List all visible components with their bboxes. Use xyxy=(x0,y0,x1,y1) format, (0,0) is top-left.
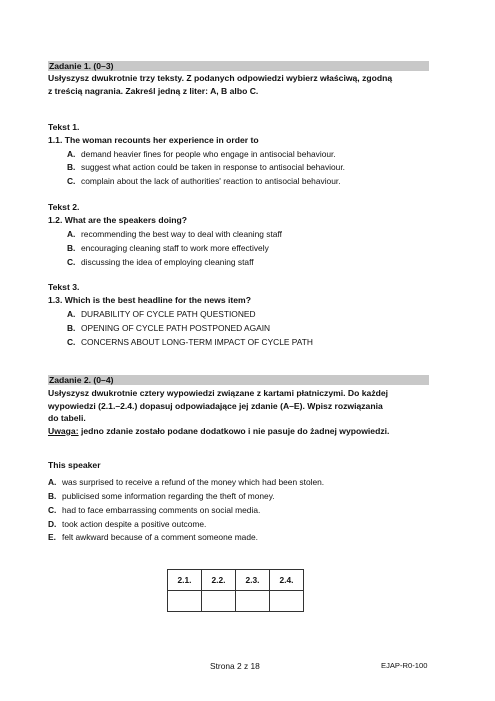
task1-heading: Zadanie 1. (0–3) xyxy=(48,61,429,71)
option-text: publicised some information regarding the theft of money. xyxy=(62,491,275,501)
answer-cell-2-3[interactable] xyxy=(236,591,270,612)
option-text: felt awkward because of a comment someone made. xyxy=(62,532,258,542)
option-letter: B. xyxy=(48,491,57,501)
option-text: suggest what action could be taken in response to antisocial behaviour. xyxy=(81,162,345,172)
task2-instruction-line1: Usłyszysz dwukrotnie cztery wypowiedzi związane z kartami płatniczymi. Do każdej xyxy=(48,388,389,398)
option-text: OPENING OF CYCLE PATH POSTPONED AGAIN xyxy=(81,323,271,333)
text3-label: Tekst 3. xyxy=(48,282,80,292)
task2-instruction-line2: wypowiedzi (2.1.–2.4.) dopasuj odpowiadające jej zdanie (A–E). Wpisz rozwiązania xyxy=(48,400,383,411)
option-letter: B. xyxy=(67,243,76,253)
option-letter: B. xyxy=(67,162,76,172)
answer-table-input-row xyxy=(168,591,304,612)
task2-instruction xyxy=(48,387,428,437)
answer-header-2-2: 2.2. xyxy=(202,570,236,591)
q1-2-option-a[interactable] xyxy=(67,229,282,240)
task2-note xyxy=(48,425,428,438)
q1-3-option-b[interactable] xyxy=(67,323,270,334)
task2-option-d xyxy=(48,519,206,530)
option-letter: C. xyxy=(67,257,76,267)
answer-header-2-4: 2.4. xyxy=(270,570,304,591)
answer-cell-2-2[interactable] xyxy=(202,591,236,612)
option-text: demand heavier fines for people who engage in antisocial behaviour. xyxy=(81,149,336,159)
note-label: Uwaga: xyxy=(48,425,79,436)
option-letter: D. xyxy=(48,519,57,529)
task1-instruction xyxy=(48,72,428,97)
page-number: Strona 2 z 18 xyxy=(210,661,260,671)
option-text: recommending the best way to deal with cleaning staff xyxy=(81,229,282,239)
option-text: was surprised to receive a refund of the money which had been stolen. xyxy=(62,477,325,487)
exam-code: EJAP-R0-100 xyxy=(381,661,428,670)
task2-option-c xyxy=(48,505,260,516)
q1-1-option-a[interactable] xyxy=(67,149,336,160)
q1-3-option-a[interactable] xyxy=(67,309,256,320)
option-text: took action despite a positive outcome. xyxy=(62,519,207,529)
option-letter: E. xyxy=(48,532,56,542)
option-letter: A. xyxy=(67,229,76,239)
q1-3-option-c[interactable] xyxy=(67,337,313,348)
task2-option-e xyxy=(48,532,258,543)
option-text: CONCERNS ABOUT LONG-TERM IMPACT OF CYCLE PATH xyxy=(81,337,313,347)
task2-instruction-line3: do tabeli. xyxy=(48,413,86,423)
answer-table-header-row xyxy=(168,570,304,591)
task2-option-b xyxy=(48,491,275,502)
question-1-2: 1.2. What are the speakers doing? xyxy=(48,215,187,225)
answer-header-2-1: 2.1. xyxy=(168,570,202,591)
q1-2-option-b[interactable] xyxy=(67,243,269,254)
option-text: DURABILITY OF CYCLE PATH QUESTIONED xyxy=(81,309,256,319)
option-text: had to face embarrassing comments on social media. xyxy=(62,505,261,515)
option-letter: C. xyxy=(48,505,57,515)
question-1-3: 1.3. Which is the best headline for the news item? xyxy=(48,295,251,305)
task2-option-a xyxy=(48,477,324,488)
option-text: encouraging cleaning staff to work more effectively xyxy=(81,243,269,253)
option-letter: A. xyxy=(67,309,76,319)
question-1-1: 1.1. The woman recounts her experience in order to xyxy=(48,135,259,145)
option-text: complain about the lack of authorities' reaction to antisocial behaviour. xyxy=(81,176,341,186)
note-text: jedno zdanie zostało podane dodatkowo i nie pasuje do żadnej wypowiedzi. xyxy=(78,425,390,436)
text1-label: Tekst 1. xyxy=(48,122,80,132)
task1-instruction-line1: Usłyszysz dwukrotnie trzy teksty. Z podanych odpowiedzi wybierz właściwą, zgodną xyxy=(48,73,393,83)
option-letter: B. xyxy=(67,323,76,333)
answer-cell-2-1[interactable] xyxy=(168,591,202,612)
q1-2-option-c[interactable] xyxy=(67,257,254,268)
task2-stem: This speaker xyxy=(48,460,101,470)
q1-1-option-c[interactable] xyxy=(67,176,341,187)
task2-heading: Zadanie 2. (0–4) xyxy=(48,375,429,385)
text2-label: Tekst 2. xyxy=(48,202,80,212)
option-letter: C. xyxy=(67,337,76,347)
option-letter: A. xyxy=(48,477,57,487)
answer-header-2-3: 2.3. xyxy=(236,570,270,591)
answer-cell-2-4[interactable] xyxy=(270,591,304,612)
option-letter: A. xyxy=(67,149,76,159)
task1-instruction-line2: z treścią nagrania. Zakreśl jedną z liter: A, B albo C. xyxy=(48,85,259,96)
option-text: discussing the idea of employing cleaning staff xyxy=(81,257,254,267)
answer-table xyxy=(167,569,304,612)
q1-1-option-b[interactable] xyxy=(67,162,345,173)
option-letter: C. xyxy=(67,176,76,186)
